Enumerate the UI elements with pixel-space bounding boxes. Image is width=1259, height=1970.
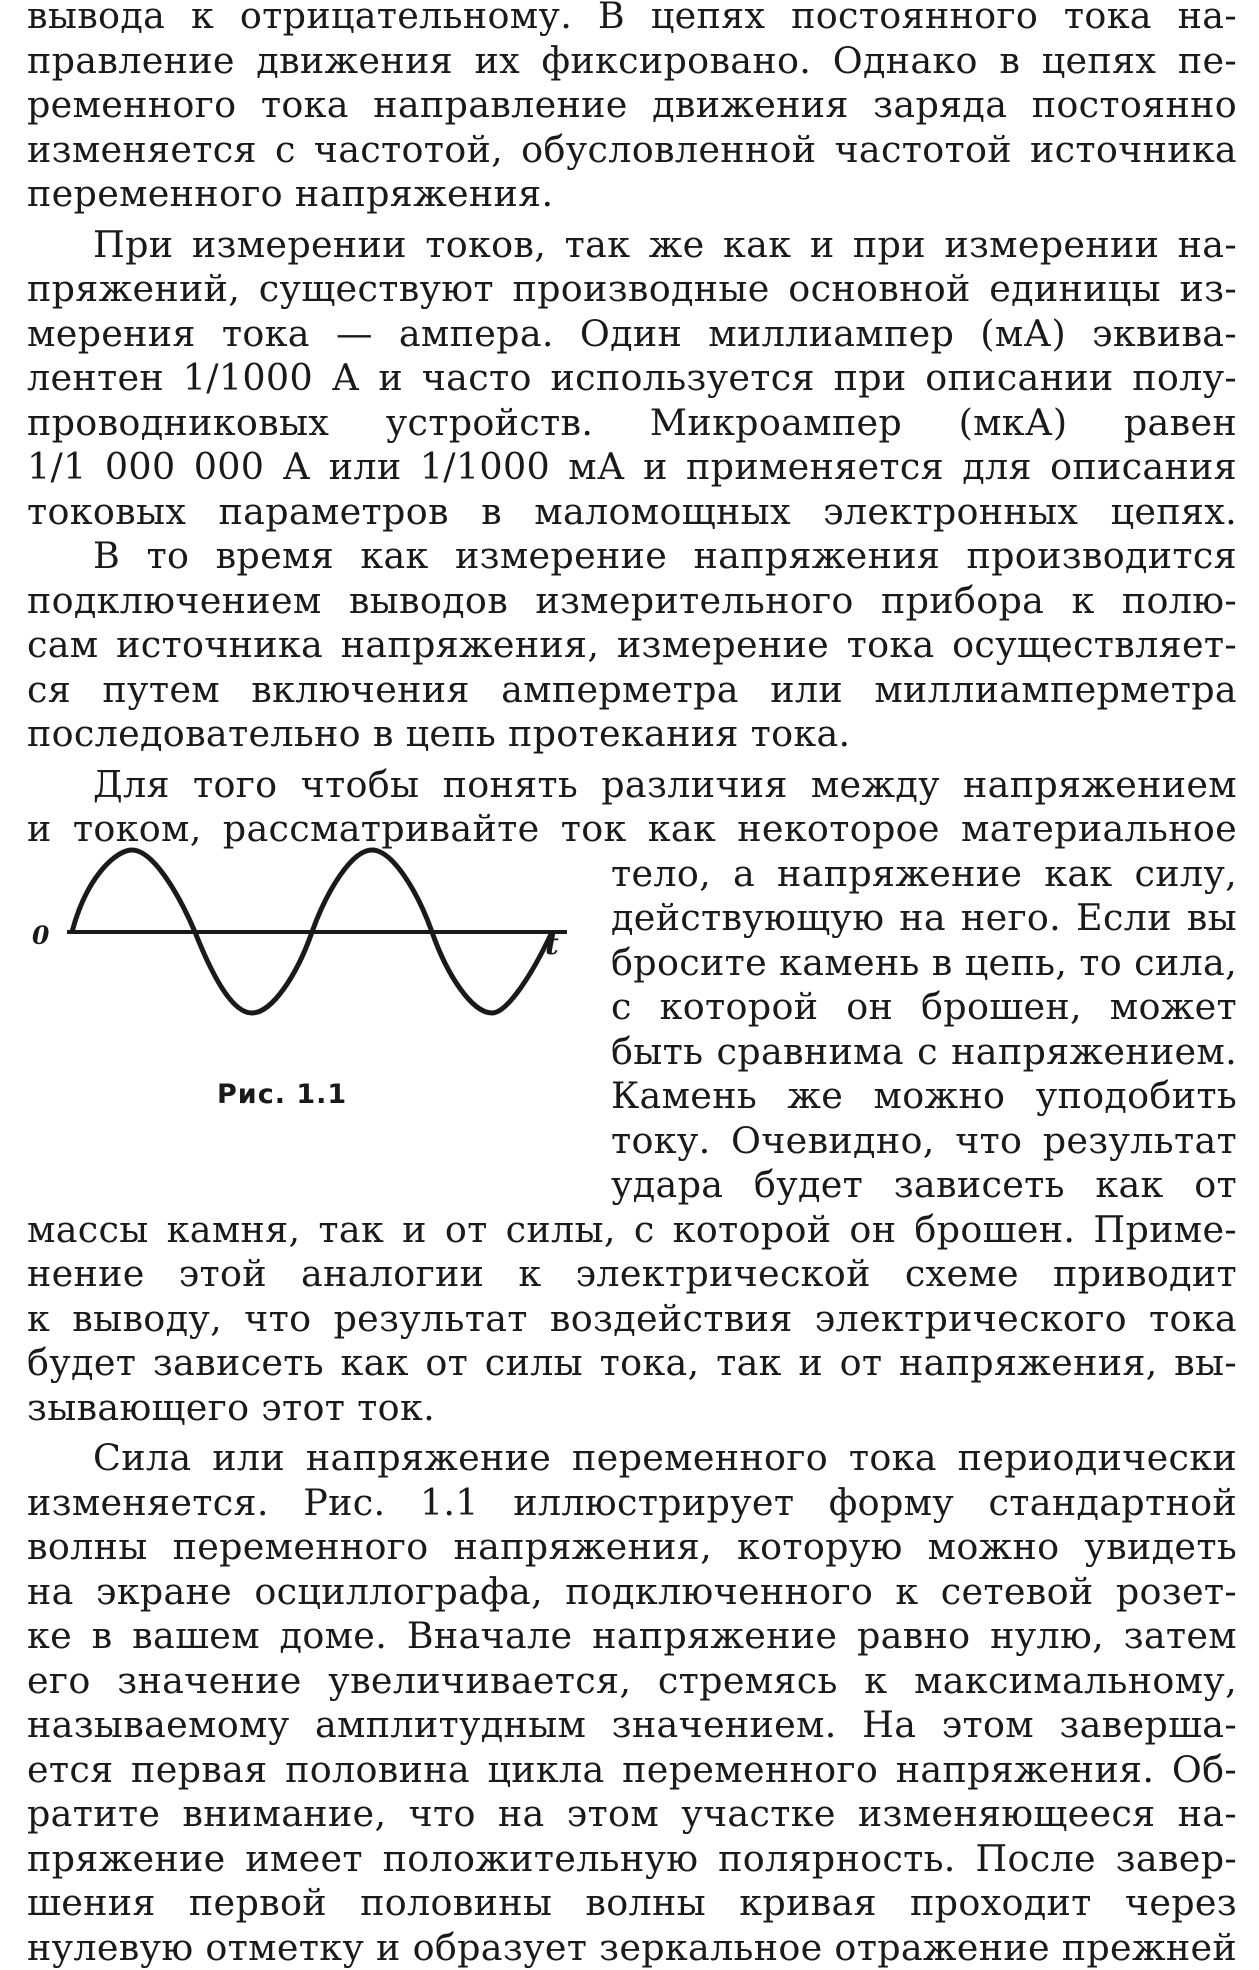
text-line: вывода к отрицательному. В цепях постоянного тока на- (27, 0, 1237, 39)
text-line: изменяется с частотой, обусловленной частотой источника (27, 128, 1237, 173)
text-line: ке в вашем доме. Вначале напряжение равно нулю, затем (27, 1614, 1237, 1659)
sine-wave-plot (27, 835, 572, 1075)
text-line: и током, рассматривайте ток как некоторое материальное (27, 807, 1237, 852)
text-line: с которой он брошен, может (611, 985, 1237, 1030)
text-line: последовательно в цепь протекания тока. (27, 712, 1237, 757)
text-line: действующую на него. Если вы (611, 896, 1237, 941)
text-line: ратите внимание, что на этом участке изменяющееся на- (27, 1792, 1237, 1837)
text-line: лентен 1/1000 А и часто используется при описании полу- (27, 356, 1237, 401)
text-line: пряжение имеет положительную полярность. После завер- (27, 1837, 1237, 1882)
text-line: сам источника напряжения, измерение тока осуществляет- (27, 623, 1237, 668)
text-line: проводниковых устройств. Микроампер (мкА) равен (27, 401, 1237, 446)
text-line: называемому амплитудным значением. На этом заверша- (27, 1703, 1237, 1748)
text-line: 1/1 000 000 А или 1/1000 мА и применяется для описания (27, 445, 1237, 490)
text-line: мерения тока — ампера. Один миллиампер (мА) эквива- (27, 312, 1237, 357)
text-line: быть сравнима с напряжением. (611, 1030, 1237, 1075)
text-line: В то время как измерение напряжения производится (27, 534, 1237, 579)
text-line: переменного напряжения. (27, 172, 1237, 217)
text-line: бросите камень в цепь, то сила, (611, 941, 1237, 986)
text-line: массы камня, так и от силы, с которой он брошен. Приме- (27, 1208, 1237, 1253)
figure-caption: Рис. 1.1 (217, 1079, 347, 1110)
text-line: будет зависеть как от силы тока, так и от напряжения, вы- (27, 1341, 1237, 1386)
text-line: тело, а напряжение как силу, (611, 852, 1237, 897)
text-line: пряжений, существуют производные основной единицы из- (27, 267, 1237, 312)
text-line: ся путем включения амперметра или миллиамперметра (27, 668, 1237, 713)
paragraph-5 (27, 1436, 1237, 1970)
text-line: к выводу, что результат воздействия электрического тока (27, 1297, 1237, 1342)
text-line: его значение увеличивается, стремясь к максимальному, (27, 1659, 1237, 1704)
text-line: ется первая половина цикла переменного напряжения. Об- (27, 1748, 1237, 1793)
text-line: на экране осциллографа, подключенного к сетевой розет- (27, 1570, 1237, 1615)
paragraph-3 (27, 534, 1237, 757)
text-line: Камень же можно уподобить (611, 1074, 1237, 1119)
paragraph-1 (27, 0, 1237, 217)
text-line: Для того чтобы понять различия между напряжением (27, 763, 1237, 808)
text-line: Сила или напряжение переменного тока периодически (27, 1436, 1237, 1481)
text-line: току. Очевидно, что результат (611, 1119, 1237, 1164)
paragraph-2 (27, 223, 1237, 535)
time-label: t (545, 927, 559, 962)
zero-label: 0 (32, 921, 49, 950)
text-line: шения первой половины волны кривая проходит через (27, 1881, 1237, 1926)
text-line: При измерении токов, так же как и при измерении на- (27, 223, 1237, 268)
text-line: ременного тока направление движения заряда постоянно (27, 83, 1237, 128)
text-line: изменяется. Рис. 1.1 иллюстрирует форму стандартной (27, 1481, 1237, 1526)
text-line: нение этой аналогии к электрической схеме приводит (27, 1252, 1237, 1297)
text-line: волны переменного напряжения, которую можно увидеть (27, 1525, 1237, 1570)
text-line: подключением выводов измерительного прибора к полю- (27, 579, 1237, 624)
sine-wave-figure (27, 835, 572, 1125)
text-line: удара будет зависеть как от (611, 1163, 1237, 1208)
text-line: зывающего этот ток. (27, 1386, 1237, 1431)
text-line: правление движения их фиксировано. Однако в цепях пе- (27, 39, 1237, 84)
text-line: токовых параметров в маломощных электронных цепях. (27, 490, 1237, 535)
text-line: нулевую отметку и образует зеркальное отражение прежней (27, 1926, 1237, 1970)
